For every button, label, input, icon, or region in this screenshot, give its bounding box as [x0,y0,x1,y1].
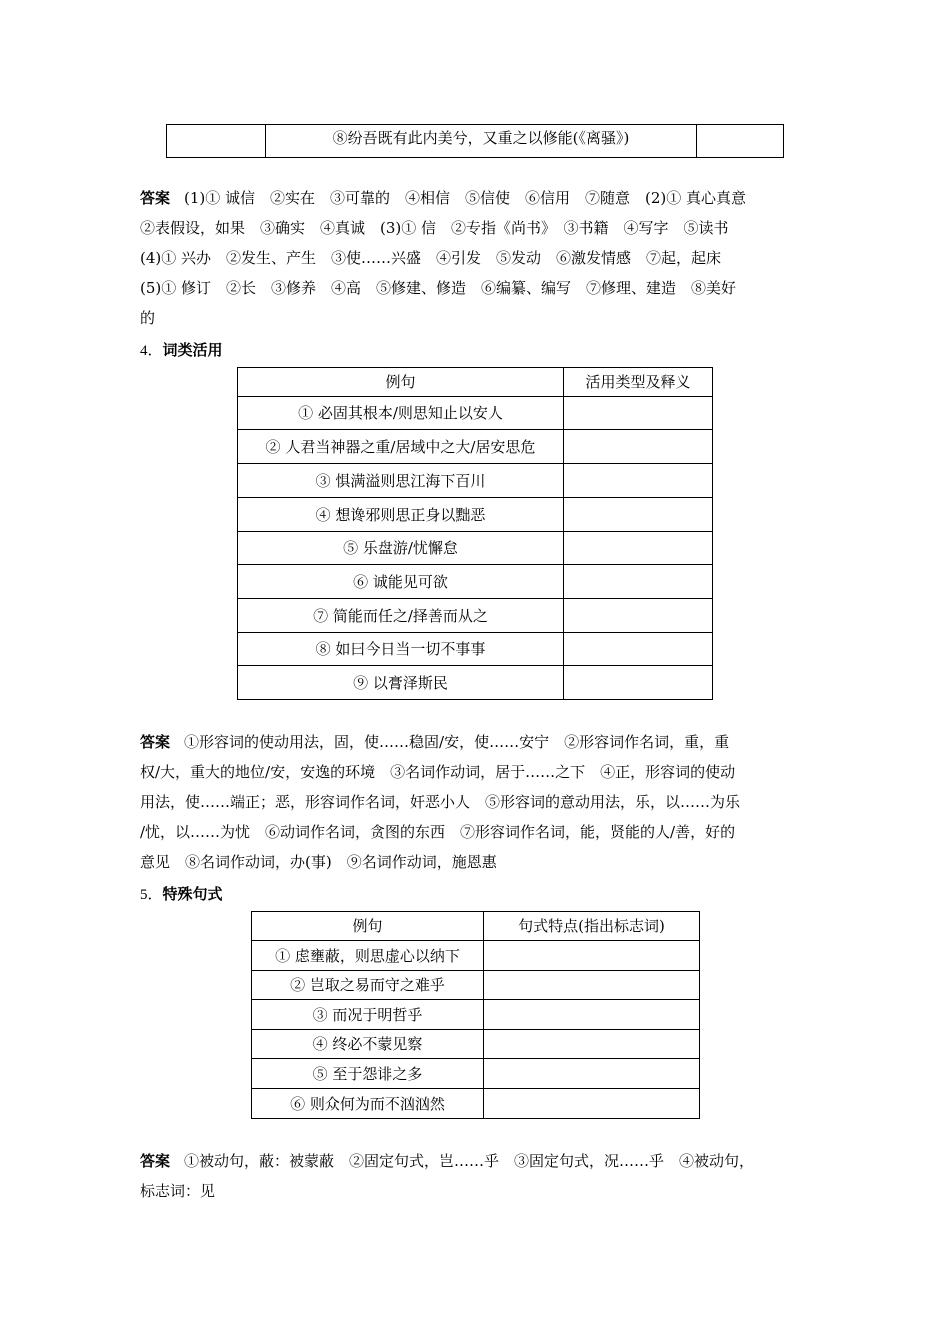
section-number: 4． [140,343,163,359]
table-row [252,971,700,1000]
table-row [238,498,713,532]
table-row [238,633,713,666]
answer-cell [564,430,713,464]
answer-label: 答案 [140,1152,171,1170]
answer-cell [484,1089,700,1119]
answer-line: (4)① 兴办 ②发生、产生 ③使……兴盛 ④引发 ⑤发动 ⑥激发情感 ⑦起，起床 [140,249,722,267]
answer-line: (5)① 修订 ②长 ③修养 ④高 ⑤修建、修造 ⑥编纂、编写 ⑦修理、建造 ⑧美好 [140,279,737,297]
table-row [252,941,700,971]
answer-cell [564,498,713,532]
table-cell: ⑧纷吾既有此内美兮，又重之以修能(《离骚》) [266,125,697,158]
section-heading-5 [140,883,223,904]
table-row [238,464,713,498]
example-sentence: ⑥ 诚能见可欲 [238,565,564,599]
answer-text: ①被动句，蔽：被蒙蔽 ②固定句式，岂……乎 ③固定句式，况……乎 ④被动句， [184,1152,755,1170]
column-header: 活用类型及释义 [564,368,713,397]
answer-line: 标志词：见 [140,1182,216,1200]
answer-3 [140,183,812,333]
section-number: 5． [140,887,163,903]
answer-line [140,727,812,757]
answer-cell [564,633,713,666]
example-sentence: ① 必固其根本/则思知止以安人 [238,397,564,430]
table-row [238,532,713,565]
answer-cell [564,599,713,633]
example-sentence: ② 人君当神器之重/居域中之大/居安思危 [238,430,564,464]
answer-line: ②表假设，如果 ③确实 ④真诚 (3)① 信 ②专指《尚书》 ③书籍 ④写字 ⑤读书 [140,219,729,237]
table-cell [697,125,784,158]
answer-line: 用法，使……端正；恶，形容词作名词，奸恶小人 ⑤形容词的意动用法，乐，以……为乐 [140,793,741,811]
table-row [238,430,713,464]
table-header-row [252,912,700,941]
column-header: 句式特点(指出标志词) [484,912,700,941]
example-sentence: ⑤ 乐盘游/忧懈怠 [238,532,564,565]
answer-cell [484,971,700,1000]
table-row [252,1030,700,1059]
answer-text: ①形容词的使动用法，固，使……稳固/安，使……安宁 ②形容词作名词，重，重 [184,733,730,751]
example-sentence: ⑤ 至于怨诽之多 [252,1059,484,1089]
answer-line [140,1146,812,1176]
column-header: 例句 [238,368,564,397]
section-title: 特殊句式 [162,885,223,903]
answer-4 [140,727,812,877]
table-row [238,599,713,633]
example-sentence: ⑥ 则众何为而不汹汹然 [252,1089,484,1119]
example-sentence: ③ 而况于明哲乎 [252,1000,484,1030]
table-row [252,1089,700,1119]
example-sentence: ④ 终必不蒙见察 [252,1030,484,1059]
answer-line: 意见 ⑧名词作动词，办(事) ⑨名词作动词，施恩惠 [140,853,497,871]
example-sentence: ② 岂取之易而守之难乎 [252,971,484,1000]
example-sentence: ④ 想谗邪则思正身以黜恶 [238,498,564,532]
section-title: 词类活用 [162,341,223,359]
answer-label: 答案 [140,733,171,751]
answer-cell [564,397,713,430]
answer-cell [564,464,713,498]
answer-cell [564,532,713,565]
answer-cell [484,1030,700,1059]
sentence-pattern-table [251,911,700,1119]
answer-5 [140,1146,812,1206]
answer-line: 权/大，重大的地位/安，安逸的环境 ③名词作动词，居于……之下 ④正，形容词的使动 [140,763,736,781]
column-header: 例句 [252,912,484,941]
top-table [166,124,784,158]
table-row [167,125,784,158]
answer-line [140,183,812,213]
answer-line: 的 [140,309,156,327]
answer-cell [484,1000,700,1030]
example-sentence: ⑧ 如曰今日当一切不事事 [238,633,564,666]
table-row [238,565,713,599]
table-row [252,1059,700,1089]
table-row [252,1000,700,1030]
answer-line: /忧，以……为忧 ⑥动词作名词，贪图的东西 ⑦形容词作名词，能，贤能的人/善，好的 [140,823,736,841]
answer-cell [484,1059,700,1089]
word-usage-table [237,367,713,700]
table-header-row [238,368,713,397]
section-heading-4 [140,339,223,360]
table-row [238,397,713,430]
answer-label: 答案 [140,189,171,207]
answer-cell [484,941,700,971]
table-row [238,666,713,700]
example-sentence: ① 虑壅蔽，则思虚心以纳下 [252,941,484,971]
answer-text: (1)① 诚信 ②实在 ③可靠的 ④相信 ⑤信使 ⑥信用 ⑦随意 (2)① 真心真意 [184,189,747,207]
table-cell [167,125,266,158]
example-sentence: ③ 惧满溢则思江海下百川 [238,464,564,498]
example-sentence: ⑦ 简能而任之/择善而从之 [238,599,564,633]
example-sentence: ⑨ 以膏泽斯民 [238,666,564,700]
answer-cell [564,666,713,700]
answer-cell [564,565,713,599]
